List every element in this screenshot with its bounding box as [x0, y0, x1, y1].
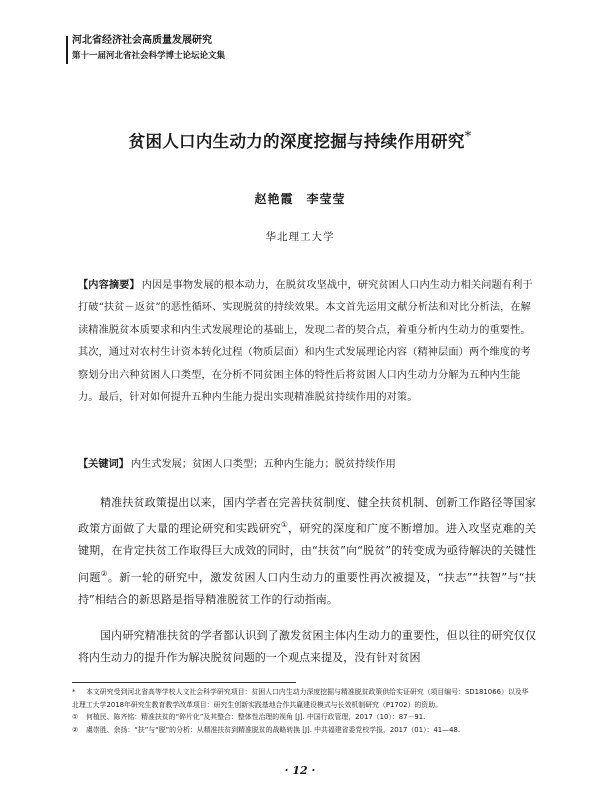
- footnote-divider: [72, 682, 296, 683]
- footnote-text: 何植民、陈齐铭：精准扶贫的“碎片化”及其整合：整体性治理的视角 [J]. 中国行政管理，2017（10）：87－91.: [86, 713, 426, 721]
- body-text-segment: 精准扶贫政策提出以来，国内学者在完善扶贫制度、健全扶贫机制、创新工作路径等国家政策方面做了大量的理论研究和实践研究: [78, 496, 536, 536]
- footnote: [72, 724, 534, 737]
- running-head-series: 河北省经济社会高质量发展研究: [72, 35, 212, 46]
- body-text-segment: 。新一轮的研究中，激发贫困人口内生动力的重要性再次被提及，“扶志”“扶智”与“扶持”相结合的新思路是指导精准脱贫工作的行动指南。: [78, 570, 536, 606]
- footnote: [72, 711, 534, 724]
- body-paragraph: [78, 492, 536, 611]
- running-head: [72, 34, 532, 63]
- footnotes: [72, 686, 534, 736]
- abstract: [78, 274, 536, 409]
- page-number: · 12 ·: [284, 764, 316, 777]
- footnote-mark: *: [72, 688, 76, 696]
- body-text: [78, 492, 536, 669]
- citation-ref-1: ①: [281, 520, 289, 530]
- footnote: [72, 686, 534, 711]
- abstract-text: 内因是事物发展的根本动力，在脱贫攻坚战中，研究贫困人口内生动力相关问题有利于打破“扶贫－返贫”的恶性循环、实现脱贫的持续效果。本文首先运用文献分析法和对比分析法，在解读精准脱贫本质要求和内生式发展理论的基础上，发现二者的契合点，着重分析内生动力的重要性。其次，通过对农村生计资本转化过程（物质层面）和内生式发展理论内容（精神层面）两个维度的考察划分出六种贫困人口类型，在分析不同贫困主体的特性后将贫困人口内生动力分解为五种内生能力。最后，针对如何提升五种内生能力提出实现精准脱贫持续作用的对策。: [78, 280, 533, 404]
- running-head-proceedings: 第十一届河北省社会科学博士论坛论文集: [72, 51, 226, 61]
- keywords-text: 内生式发展；贫困人口类型；五种内生能力；脱贫持续作用: [130, 459, 396, 470]
- title-block: [0, 128, 600, 152]
- footnote-text: 虞崇胜、余扬：“扶”与“脱”的分析：从精准扶贫到精准脱贫的战略转换 [J]. 中共福建省委党校学报，2017（01）：41—48.: [86, 725, 461, 734]
- citation-ref-2: ②: [100, 568, 108, 578]
- body-text-segment: ，研究的深度和广度不断增加。进入攻坚克难的关键期，在肯定扶贫工作取得巨大成效的同时，由“扶贫”向“脱贫”的转变成为亟待解决的关键性问题: [78, 522, 536, 584]
- keywords-label: 【关键词】: [78, 458, 129, 470]
- footnote-text: 本文研究受到河北省高等学校人文社会科学研究项目：贫困人口内生动力深度挖掘与精准脱贫政策供给实证研究（项目编号：SD181066）以及华北理工大学2018年研究生教育教学改革项目：研究生创新实践基地合作共赢建设模式与长效机制研究（P1702）的资助。: [72, 688, 529, 709]
- abstract-label: 【内容摘要】: [78, 279, 140, 291]
- author-list: 赵艳霞 李莹莹: [254, 192, 346, 206]
- paper-title: 贫困人口内生动力的深度挖掘与持续作用研究: [128, 132, 465, 151]
- keywords: [78, 455, 536, 474]
- title-footnote-marker: *: [464, 129, 472, 145]
- affiliation: 华北理工大学: [265, 231, 335, 243]
- footnote-mark: ①: [72, 713, 79, 721]
- running-head-bar: [66, 36, 68, 64]
- footnote-mark: ②: [72, 725, 79, 734]
- body-paragraph: 国内研究精准扶贫的学者都认识到了激发贫困主体内生动力的重要性，但以往的研究仅仅将内生动力的提升作为解决脱贫问题的一个观点来提及，没有针对贫困: [78, 629, 536, 665]
